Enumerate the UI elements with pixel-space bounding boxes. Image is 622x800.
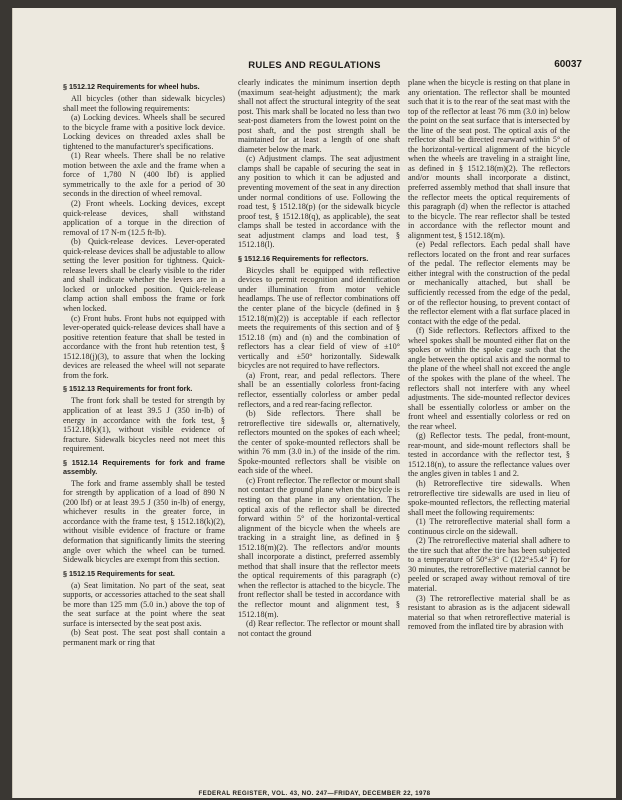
paragraph: All bicycles (other than sidewalk bicycles) shall meet the following requirements: [63,94,225,113]
paragraph: clearly indicates the minimum insertion depth (maximum seat-height adjustment); the mark shall not affect the structural integrity of the seat post. This mark shall be located no less than two seat-post diameters from the lowest point on the post shaft, and the post strength shall be maintained for at least a length of one shaft diameter below the mark. [238,78,400,154]
text-column-3 [408,78,570,632]
paragraph: (1) The retroreflective material shall form a continuous circle on the sidewall. [408,517,570,536]
document-page [12,8,616,798]
paragraph: (a) Locking devices. Wheels shall be secured to the bicycle frame with a positive lock device. Locking devices on threaded axles shall be tightened to the manufacturer's specifications. [63,113,225,151]
paragraph: (a) Seat limitation. No part of the seat, seat supports, or accessories attached to the seat shall be more than 125 mm (5.0 in.) above the top of the seat surface at the point where the seat surface is intersected by the seat post axis. [63,580,225,628]
paragraph: (1) Rear wheels. There shall be no relative motion between the axle and the frame when a force of 1,780 N (400 lbf) is applied symmetrically to the axle for a period of 30 seconds in the direction of wheel removal. [63,151,225,199]
section-heading: § 1512.15 Requirements for seat. [63,568,175,578]
paragraph: (b) Quick-release devices. Lever-operated quick-release devices shall be adjustable to allow setting the lever position for tightness. Quick-release levers shall be clearly visible to the rider and shall indicate whether the levers are in a locked or unlocked position. Quick-release clamp action shall emboss the frame or fork when locked. [63,237,225,314]
paragraph: The fork and frame assembly shall be tested for strength by application of a load of 890 N (200 lbf) or at least 39.5 J (350 in-lb) of energy, whichever results in the greater force, in accordance with the frame test, § 1512.18(k)(2), without visible evidence of fracture or frame deformation that significantly limits the steering angle over which the wheel can be turned. Sidewalk bicycles are exempt from this section. [63,478,225,565]
paragraph: (b) Side reflectors. There shall be retroreflective tire sidewalls or, alternatively, reflectors mounted on the spokes of each wheel; the center of spoke-mounted reflectors shall be within 76 mm (3.0 in.) of the inside of the rim. Spoke-mounted reflectors shall be visible on each side of the wheel. [238,409,400,476]
paragraph: (g) Reflector tests. The pedal, front-mount, rear-mount, and side-mount reflectors shall be tested in accordance with the reflector test, § 1512.18(n), to assure the reflectance values over the angles given in tables 1 and 2. [408,431,570,479]
paragraph: (c) Front reflector. The reflector or mount shall not contact the ground plane when the bicycle is resting on that plane in any orientation. The optical axis of the reflector shall be directed forward within 5° of the horizontal-vertical alignment of the bicycle when the wheels are tracking in a straight line, as defined in § 1512.18(m)(2). The reflectors and/or mounts shall incorporate a distinct, preferred assembly method that shall insure that the reflector meets the optical requirements of this paragraph (c) when the reflector is attached to the bicycle. The front reflector shall be tested in accordance with the reflector mount and alignment test, § 1512.18(m). [238,475,400,619]
paragraph: (e) Pedal reflectors. Each pedal shall have reflectors located on the front and rear surfaces of the pedal. The reflector elements may be either integral with the construction of the pedal or mechanically attached, but shall be sufficiently recessed from the edge of the pedal, or of the reflector housing, to prevent contact of the reflector element with a flat surface placed in contact with the edge of the pedal. [408,240,570,326]
paragraph: (d) Rear reflector. The reflector or mount shall not contact the ground [238,619,400,638]
running-header: RULES AND REGULATIONS [248,60,381,71]
paragraph: (2) The retroreflective material shall adhere to the tire such that after the tire has been subjected to a temperature of 50°±3° C (122°±5.4° F) for 30 minutes, the retroreflective material cannot be peeled or scraped away without removal of tire material. [408,536,570,593]
paragraph: (a) Front, rear, and pedal reflectors. There shall be an essentially colorless front-facing reflector, essentially colorless or amber pedal reflectors, and a red rear-facing reflector. [238,370,400,409]
section-heading: § 1512.13 Requirements for front fork. [63,384,193,394]
section-heading: § 1512.16 Requirements for reflectors. [238,253,369,263]
section-heading: § 1512.12 Requirements for wheel hubs. [63,82,200,91]
page-footer: FEDERAL REGISTER, VOL. 43, NO. 247—FRIDAY, DECEMBER 22, 1978 [198,790,431,797]
paragraph: (f) Side reflectors. Reflectors affixed to the wheel spokes shall be mounted either flat on the spokes or within the spoke cage such that the angle between the optical axis and the normal to the plane of the wheel shall not exceed the angle of the spokes with the plane of the wheel. The reflectors shall not interfere with any wheel adjustments. The side-mounted reflector devices shall be essentially colorless or amber on the front wheel and essentially colorless or red on the rear wheel. [408,326,570,431]
text-column-1 [63,78,225,647]
paragraph: (c) Adjustment clamps. The seat adjustment clamps shall be capable of securing the seat in any position to which it can be adjusted and preventing movement of the seat in any direction under normal conditions of use. Following the road test, § 1512.18(p) (or the sidewalk bicycle proof test, § 1512.18(q), as applicable), the seat clamps shall be tested in accordance with the seat adjustment clamps and load test, § 1512.18(l). [238,154,400,250]
paragraph: (2) Front wheels. Locking devices, except quick-release devices, shall withstand application of a torque in the direction of removal of 17 N-m (12.5 ft-lb). [63,199,225,237]
paragraph: (h) Retroreflective tire sidewalls. When retroreflective tire sidewalls are used in lieu of spoke-mounted reflectors, the reflecting material shall meet the following requirements: [408,478,570,517]
text-column-2 [238,78,400,638]
paragraph: Bicycles shall be equipped with reflective devices to permit recognition and identification under illumination from motor vehicle headlamps. The use of reflector combinations off the center plane of the bicycle (defined in § 1512.18(m)(2)) is acceptable if each reflector meets the requirements of this section and of § 1512.18 (m) and (n) and the combination of reflectors has a clear field of view of ±10° vertically and ±50° horizontally. Sidewalk bicycles are not required to have reflectors. [238,265,400,371]
page-number: 60037 [554,59,582,70]
paragraph: The front fork shall be tested for strength by application of at least 39.5 J (350 in-lb) of energy in accordance with the fork test, § 1512.18(k)(1), without visible evidence of fracture. Sidewalk bicycles need not meet this requirement. [63,396,225,454]
paragraph: (c) Front hubs. Front hubs not equipped with lever-operated quick-release devices shall have a positive retention feature that shall be tested in accordance with the front hub retention test, § 1512.18(j)(3), to assure that when the locking devices are released the wheel will not separate from the fork. [63,313,225,380]
paragraph: plane when the bicycle is resting on that plane in any orientation. The reflector shall be mounted such that it is to the rear of the seat mast with the top of the reflector at least 76 mm (3.0 in) below the point on the seat surface that is intersected by the line of the seat post. The optical axis of the reflector shall be directed rearward within 5° of the horizontal-vertical alignment of the bicycle when the wheels are traveling in a straight line, as defined in § 1512.18(m)(2). The reflectors and/or mounts shall incorporate a distinct, preferred assembly method that shall insure that the reflector meets the optical requirements of this paragraph (d) when the reflector is attached to the bicycle. The rear reflector shall be tested in accordance with the reflector mount and alignment test, § 1512.18(m). [408,78,570,240]
paragraph: (3) The retroreflective material shall be as resistant to abrasion as is the adjacent sidewall material so that when retroreflective material is removed from the inflated tire by abrasion with [408,593,570,632]
section-heading: § 1512.14 Requirements for fork and frame assembly. [63,457,225,476]
paragraph: (b) Seat post. The seat post shall contain a permanent mark or ring that [63,628,225,647]
